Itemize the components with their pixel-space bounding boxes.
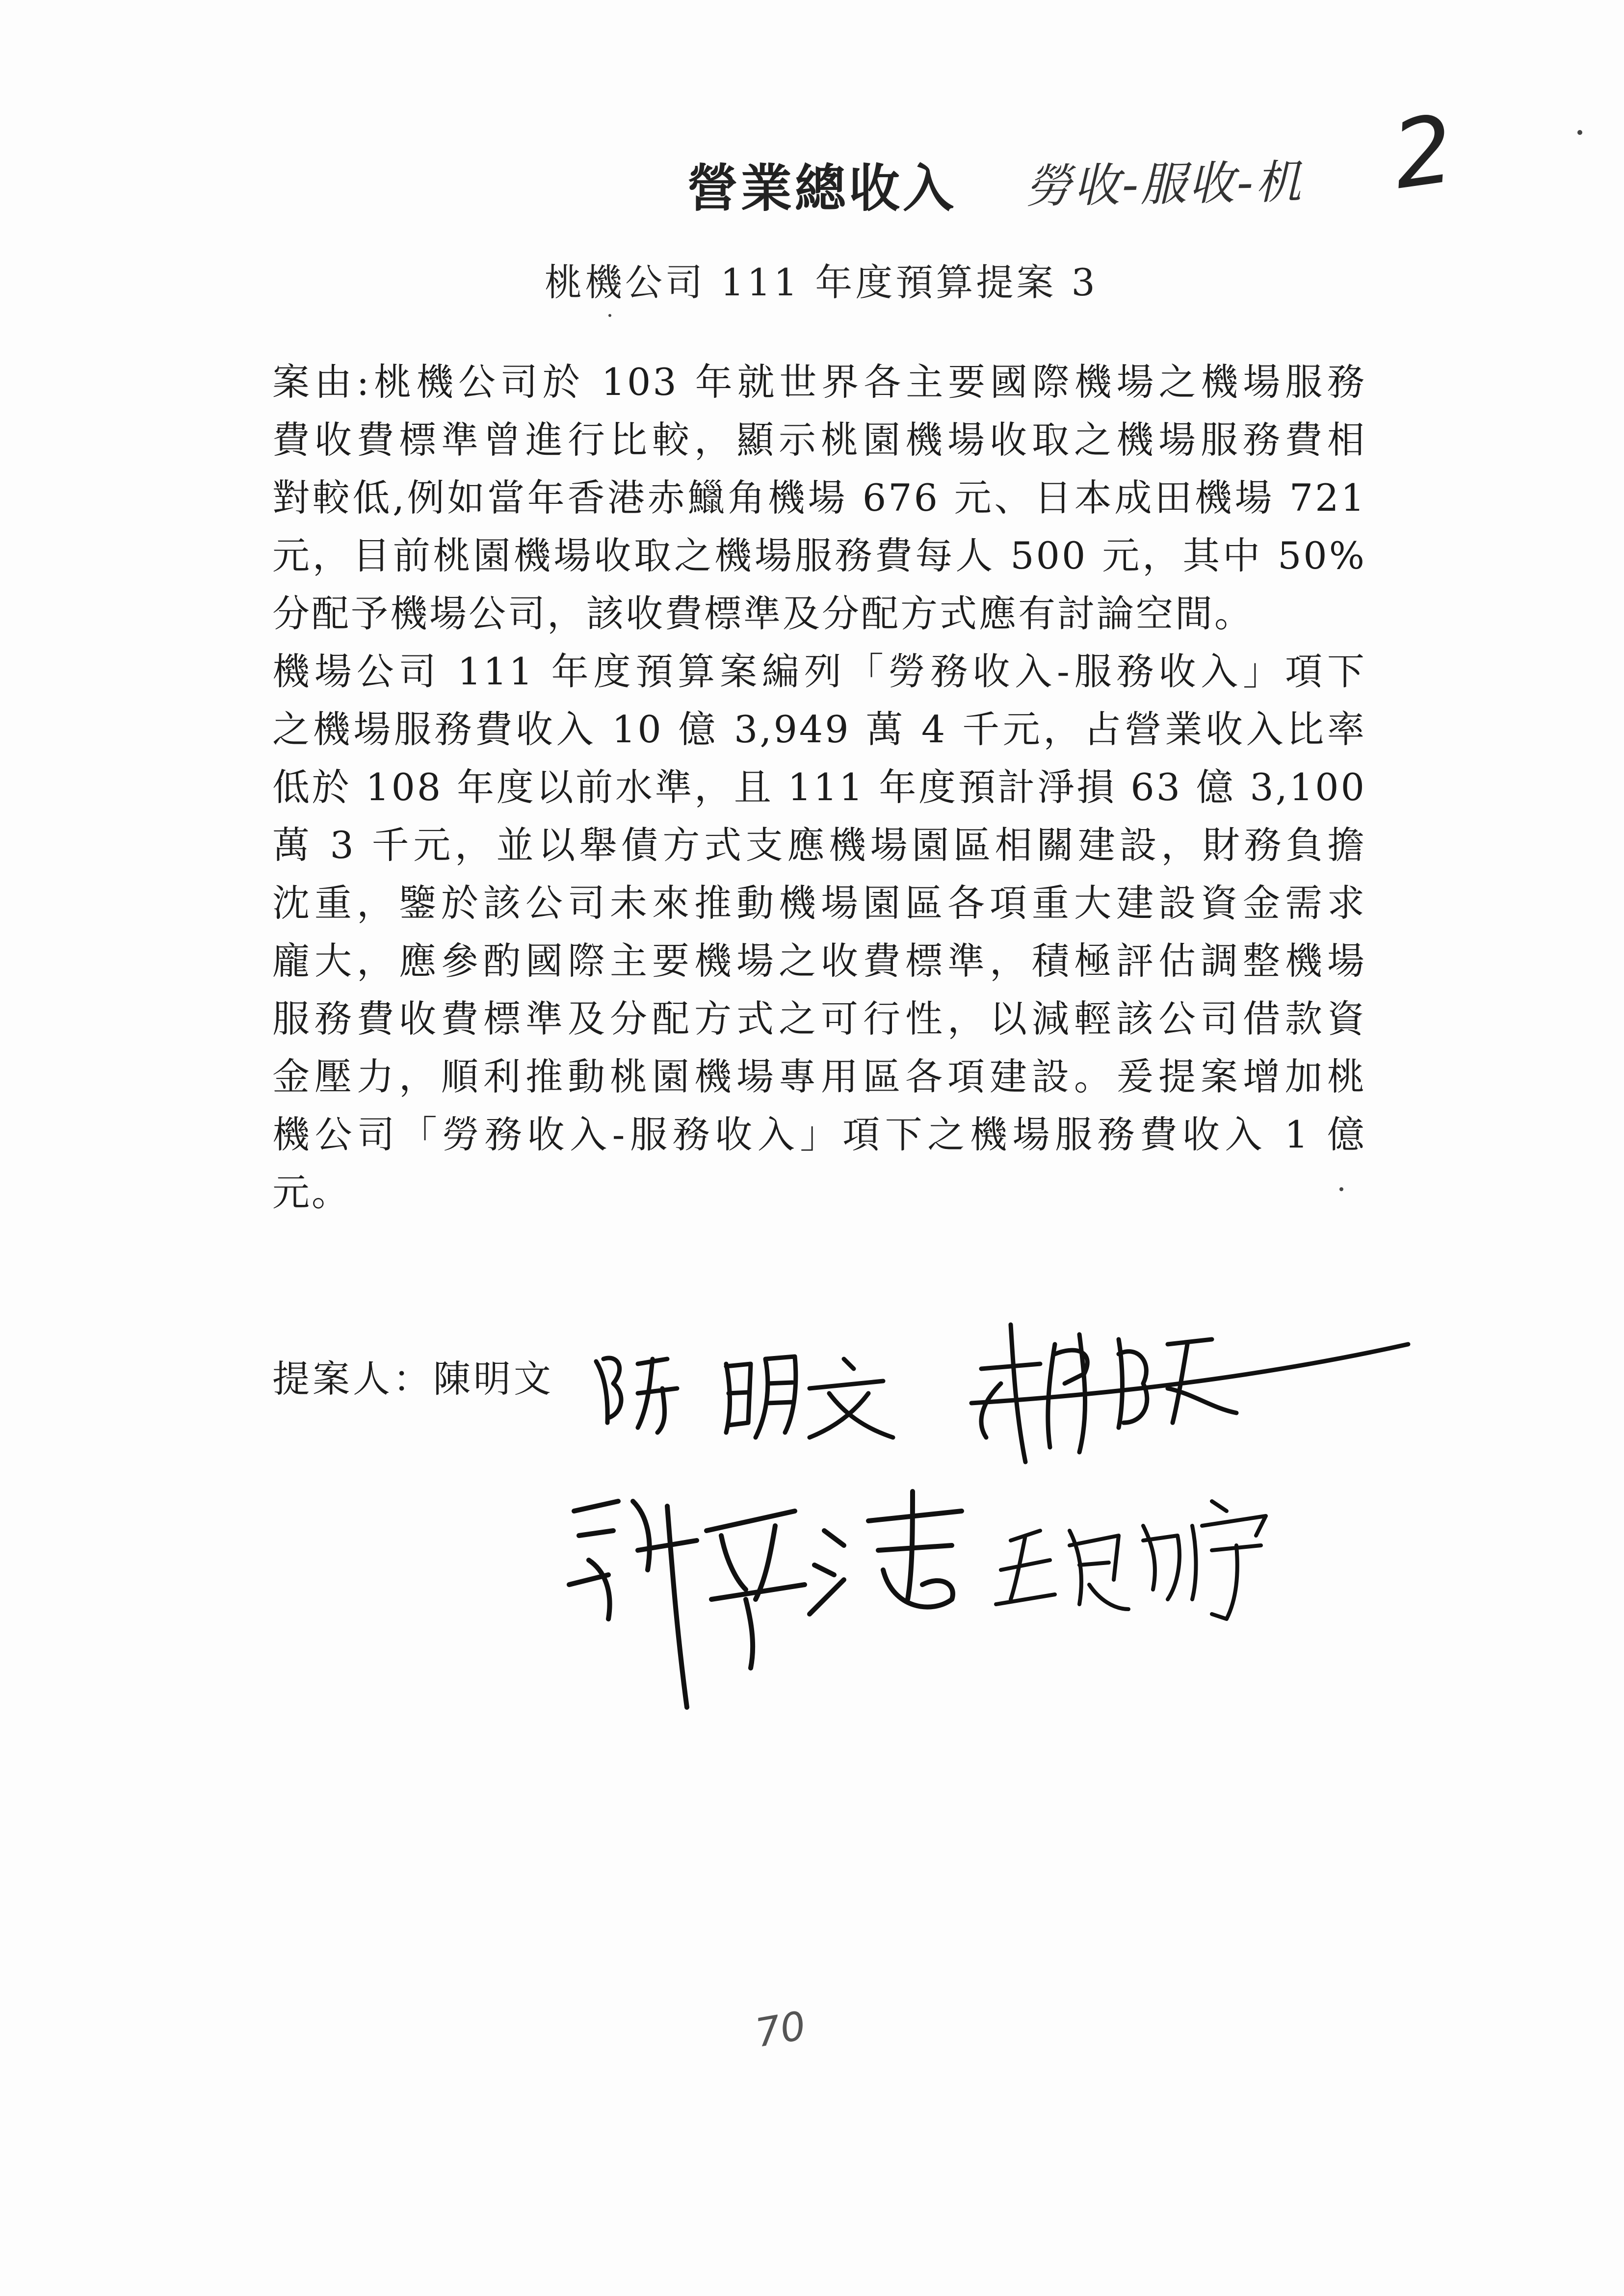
- handwritten-bottom-mark: 70: [752, 2002, 810, 2057]
- body-line: 案由:桃機公司於 103 年就世界各主要國際機場之機場服務: [272, 360, 1366, 404]
- body-line: 元。: [272, 1171, 351, 1214]
- document-header-title: 營業總收入: [687, 158, 957, 218]
- body-line: 分配予機場公司，該收費標準及分配方式應有討論空間。: [272, 592, 1254, 635]
- body-line: 龐大，應參酌國際主要機場之收費標準，積極評估調整機場: [272, 939, 1366, 983]
- handwritten-annotation: 勞收-服收-机: [1025, 156, 1304, 214]
- body-line: 萬 3 千元，並以舉債方式支應機場園區相關建設，財務負擔: [272, 823, 1366, 867]
- signature-3: [569, 1491, 962, 1707]
- scan-speck: [608, 314, 611, 317]
- body-line: 機場公司 111 年度預算案編列「勞務收入-服務收入」項下: [272, 650, 1366, 693]
- signature-1: [596, 1357, 893, 1437]
- proposal-subtitle: 桃機公司 111 年度預算提案 3: [545, 261, 1098, 304]
- body-line: 之機場服務費收入 10 億 3,949 萬 4 千元，占營業收入比率: [272, 707, 1366, 751]
- proposal-body: [272, 353, 1366, 1222]
- body-line: 金壓力，順利推動桃園機場專用區各項建設。爰提案增加桃: [272, 1055, 1366, 1098]
- body-line: 費收費標準曾進行比較，顯示桃園機場收取之機場服務費相: [272, 418, 1366, 462]
- body-line: 對較低,例如當年香港赤鱲角機場 676 元、日本成田機場 721: [272, 476, 1366, 520]
- signature-2: [971, 1325, 1408, 1462]
- body-line: 服務費收費標準及分配方式之可行性，以減輕該公司借款資: [272, 997, 1366, 1041]
- body-line: 機公司「勞務收入-服務收入」項下之機場服務費收入 1 億: [272, 1113, 1366, 1156]
- body-line: 低於 108 年度以前水準，且 111 年度預計淨損 63 億 3,100: [272, 765, 1366, 809]
- body-line: 元，目前桃園機場收取之機場服務費每人 500 元，其中 50%: [272, 534, 1366, 577]
- body-line: 沈重，鑒於該公司未來推動機場園區各項重大建設資金需求: [272, 881, 1366, 925]
- signature-4: [996, 1501, 1266, 1619]
- handwritten-page-mark: 2: [1386, 94, 1460, 210]
- proposer-label: 提案人：陳明文: [272, 1357, 554, 1401]
- scan-speck: [1339, 1187, 1343, 1191]
- scan-speck: [1577, 130, 1582, 135]
